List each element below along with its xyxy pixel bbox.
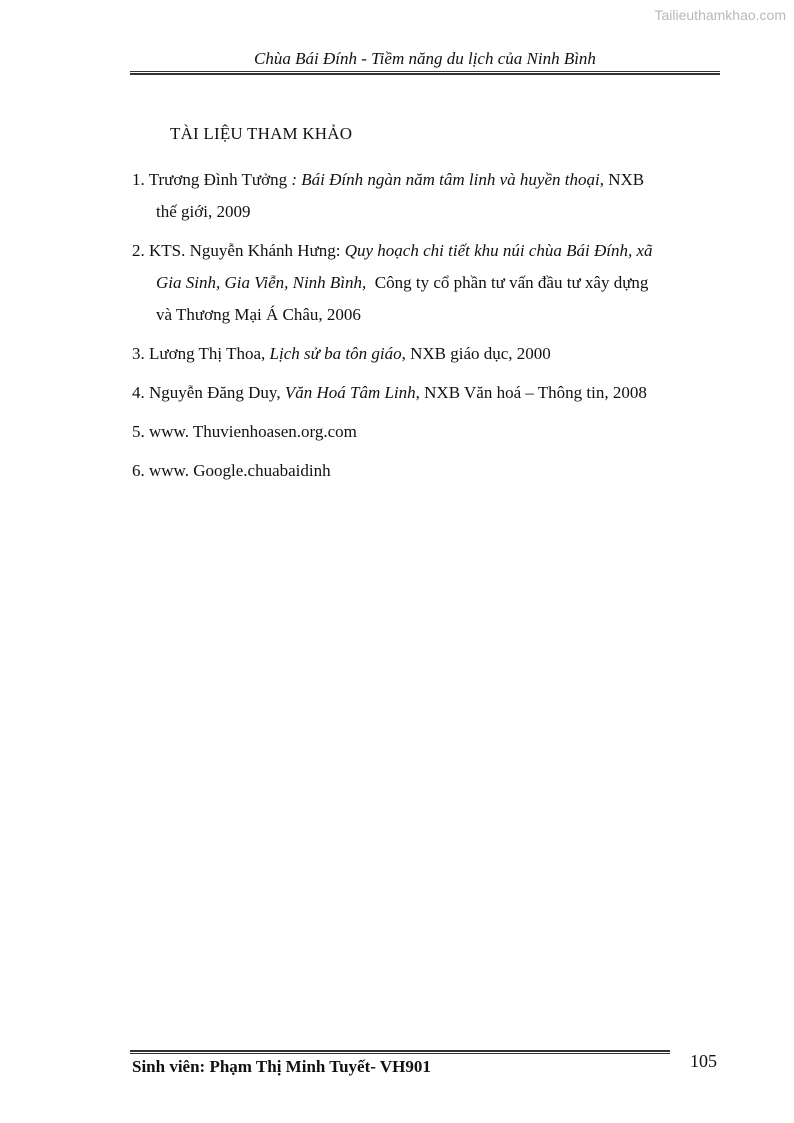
reference-item-5 — [132, 416, 718, 448]
reference-publisher: , NXB — [599, 170, 645, 189]
reference-item-1 — [132, 164, 718, 228]
reference-number: 4. — [132, 383, 145, 402]
reference-title: : Bái Đính ngàn năm tâm linh và huyền thoại — [291, 170, 600, 189]
reference-number: 3. — [132, 344, 145, 363]
reference-author: KTS. Nguyễn Khánh Hưng: — [149, 241, 345, 260]
reference-list — [132, 164, 718, 494]
reference-continuation — [132, 267, 718, 299]
reference-publisher: Công ty cổ phần tư vấn đầu tư xây dựng — [366, 273, 649, 292]
footer-student: Sinh viên: Phạm Thị Minh Tuyết- VH901 — [132, 1057, 431, 1076]
reference-title-continued: Gia Sinh, Gia Viễn, Ninh Bình, — [156, 273, 367, 292]
reference-number: 1. — [132, 170, 145, 189]
reference-author: Nguyễn Đăng Duy, — [149, 383, 285, 402]
reference-author: Trương Đình Tưởng — [148, 170, 292, 189]
header-divider — [130, 71, 720, 75]
reference-number: 5. — [132, 422, 145, 441]
reference-publisher: , NXB Văn hoá – Thông tin, 2008 — [415, 383, 647, 402]
reference-title: Quy hoạch chi tiết khu núi chùa Bái Đính, xã — [344, 241, 653, 260]
reference-item-6 — [132, 455, 718, 487]
watermark: Tailieuthamkhao.com — [654, 7, 786, 23]
reference-item-2 — [132, 235, 718, 331]
section-heading: TÀI LIỆU THAM KHẢO — [170, 124, 353, 143]
reference-number: 6. — [132, 461, 145, 480]
running-header: Chùa Bái Đính - Tiềm năng du lịch của Ninh Bình — [254, 49, 596, 68]
reference-url: www. Google.chuabaidinh — [149, 461, 331, 480]
reference-title: Văn Hoá Tâm Linh — [284, 383, 416, 402]
reference-item-4 — [132, 377, 718, 409]
reference-number: 2. — [132, 241, 145, 260]
reference-title: Lịch sử ba tôn giáo — [269, 344, 402, 363]
reference-url: www. Thuvienhoasen.org.com — [149, 422, 357, 441]
reference-continuation: và Thương Mại Á Châu, 2006 — [156, 305, 361, 324]
reference-publisher: , NXB giáo dục, 2000 — [401, 344, 551, 363]
footer-divider — [130, 1050, 670, 1054]
reference-item-3 — [132, 338, 718, 370]
reference-author: Lương Thị Thoa, — [149, 344, 270, 363]
page-number: 105 — [690, 1051, 717, 1071]
reference-continuation: thế giới, 2009 — [156, 202, 251, 221]
